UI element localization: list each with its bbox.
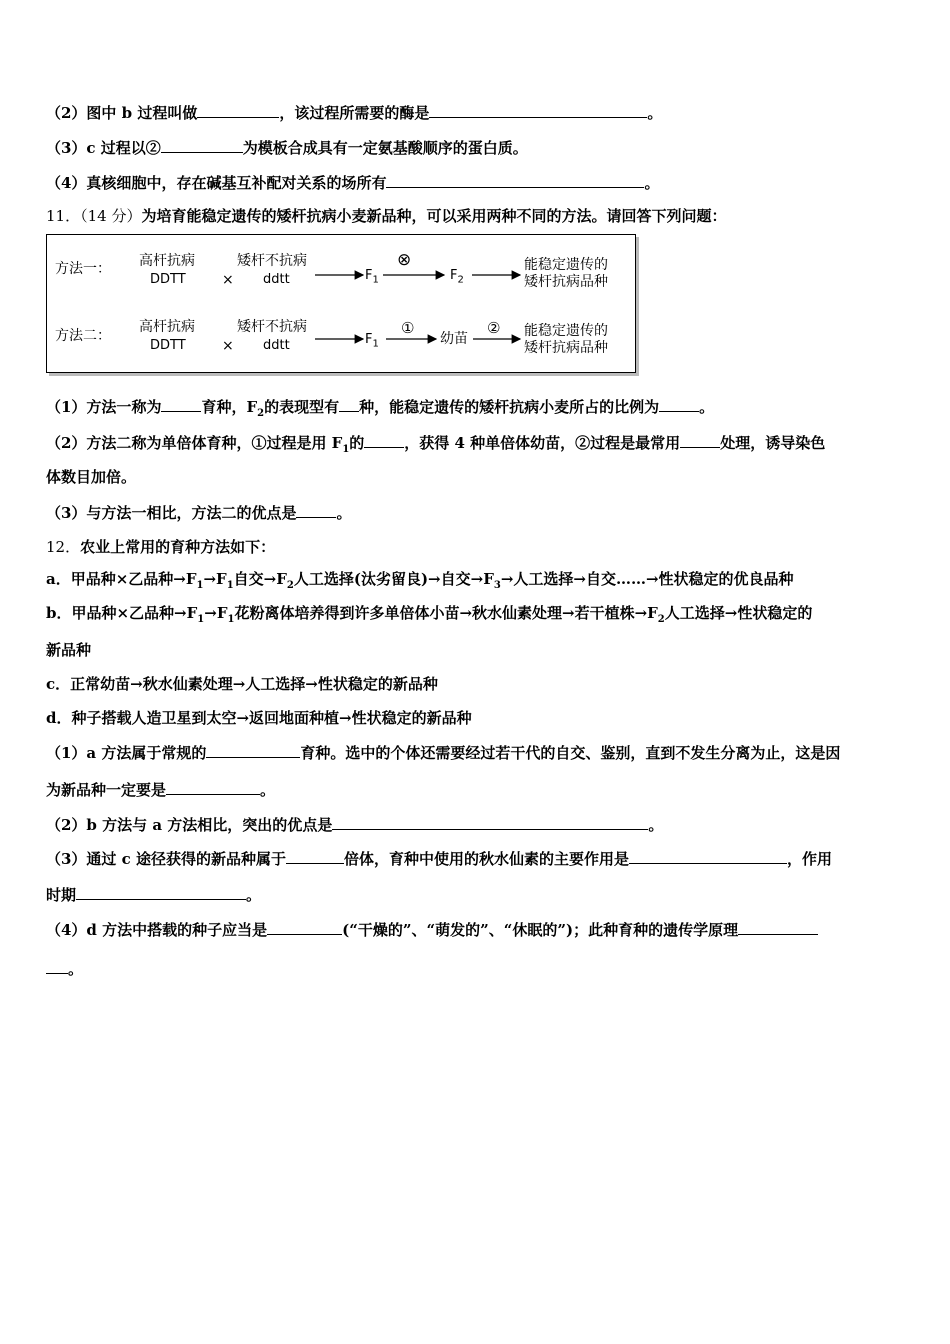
q12-part3: [46, 848, 832, 869]
subscript: 1: [342, 444, 350, 455]
q12-p4-text: (“干燥的”、“萌发的”、“休眠的”)；此种育种的遗传学原理: [342, 921, 739, 939]
q12-p2-text: （2）b 方法与 a 方法相比，突出的优点是: [46, 816, 333, 834]
q10-part2: [46, 102, 662, 123]
q10-part3: [46, 137, 528, 158]
q12-part4-cont: [46, 958, 83, 979]
q12-part1-cont: [46, 779, 275, 800]
answer-blank[interactable]: [364, 432, 404, 448]
answer-blank[interactable]: [339, 396, 359, 412]
q11-p1-text: 。: [699, 398, 715, 416]
cross-symbol: ×: [222, 338, 234, 354]
method2-label: 方法二：: [55, 328, 111, 344]
answer-blank[interactable]: [46, 958, 68, 974]
answer-blank[interactable]: [161, 396, 201, 412]
q10-p2-text: ，该过程所需要的酶是: [279, 104, 430, 122]
subscript: 1: [196, 580, 204, 591]
q12-method-c: [46, 674, 438, 694]
parent2-genotype: ddtt: [263, 338, 290, 353]
answer-blank[interactable]: [296, 502, 336, 518]
answer-blank[interactable]: [332, 814, 648, 830]
self-cross-icon: ⊗: [397, 250, 412, 270]
q12-part1: [46, 742, 840, 763]
q11-part3: [46, 502, 351, 523]
q12-part2: [46, 814, 663, 835]
f2-sub: 2: [457, 274, 464, 286]
parent2-name: 矮杆不抗病: [237, 253, 307, 269]
q11-stem: [46, 206, 726, 226]
answer-blank[interactable]: [680, 432, 720, 448]
answer-blank[interactable]: [386, 172, 644, 188]
q12-p3-text: 倍体，育种中使用的秋水仙素的主要作用是: [344, 850, 630, 868]
method-b-text: 新品种: [46, 641, 92, 659]
parent2-genotype: ddtt: [263, 272, 290, 287]
q11-part2: [46, 432, 825, 453]
subscript: 2: [257, 408, 265, 419]
method-b-text: →F: [204, 604, 228, 622]
q10-part4: [46, 172, 659, 193]
q12-part4: [46, 919, 818, 940]
q12-stem: [46, 537, 275, 557]
q11-p1-text: 的表现型有: [264, 398, 340, 416]
q10-p4-text: 。: [644, 174, 660, 192]
answer-blank[interactable]: [206, 742, 300, 758]
subscript: 1: [227, 614, 235, 625]
parent1-name: 高杆抗病: [139, 253, 195, 269]
result-line1: 能稳定遗传的: [524, 257, 608, 273]
method-a-text: →F: [203, 570, 227, 588]
answer-blank[interactable]: [76, 884, 246, 900]
method-a-text: →人工选择→自交……→性状稳定的优良品种: [500, 570, 794, 588]
q11-p1-text: 育种，F: [201, 398, 258, 416]
method-a-text: a．甲品种×乙品种→F: [46, 570, 197, 588]
q11-p3-text: 。: [336, 504, 352, 522]
f1-sub: 1: [372, 274, 379, 286]
answer-blank[interactable]: [629, 848, 787, 864]
subscript: 2: [657, 614, 665, 625]
answer-blank[interactable]: [166, 779, 260, 795]
method-b-text: b．甲品种×乙品种→F: [46, 604, 198, 622]
answer-blank[interactable]: [286, 848, 344, 864]
step2-marker: ②: [487, 319, 501, 337]
q11-p3-text: （3）与方法一相比，方法二的优点是: [46, 504, 297, 522]
method-d-text: d．种子搭载人造卫星到太空→返回地面种植→性状稳定的新品种: [46, 709, 472, 727]
method-c-text: c．正常幼苗→秋水仙素处理→人工选择→性状稳定的新品种: [46, 675, 438, 693]
answer-blank[interactable]: [197, 102, 279, 118]
method-a-text: 人工选择(汰劣留良)→自交→F: [293, 570, 494, 588]
method-b-text: 花粉离体培养得到许多单倍体小苗→秋水仙素处理→若干植株→F: [234, 604, 658, 622]
q12-p1-text: 为新品种一定要是: [46, 781, 167, 799]
answer-blank[interactable]: [659, 396, 699, 412]
q12-p3-text: 时期: [46, 886, 77, 904]
q11-p2-text: （2）方法二称为单倍体育种，①过程是用 F: [46, 434, 343, 452]
subscript: 1: [226, 580, 234, 591]
subscript: 3: [493, 580, 501, 591]
q10-p2-text: 。: [647, 104, 663, 122]
parent2-name: 矮杆不抗病: [237, 319, 307, 335]
q12-p3-text: （3）通过 c 途径获得的新品种属于: [46, 850, 287, 868]
q11-p2-text: 处理，诱导染色: [720, 434, 826, 452]
q12-part3-cont: [46, 884, 261, 905]
seedling-label: 幼苗: [440, 331, 468, 347]
q12-method-b: [46, 603, 812, 623]
parent1-name: 高杆抗病: [139, 319, 195, 335]
q11-p2-text: 体数目加倍。: [46, 468, 137, 486]
q11-p2-text: ，获得 4 种单倍体幼苗，②过程是最常用: [404, 434, 681, 452]
parent1-genotype: DDTT: [150, 338, 186, 353]
result-line2: 矮杆抗病品种: [524, 340, 608, 356]
q11-part2-cont: [46, 467, 136, 487]
q12-p3-text: 。: [246, 886, 262, 904]
f1-label: [365, 268, 379, 284]
q11-part1: [46, 396, 714, 417]
q12-p4-text: 。: [68, 960, 84, 978]
q12-method-a: [46, 569, 794, 589]
answer-blank[interactable]: [161, 137, 243, 153]
q11-p2-text: 的: [349, 434, 365, 452]
q12-method-d: [46, 708, 472, 728]
cross-symbol: ×: [222, 272, 234, 288]
answer-blank[interactable]: [267, 919, 342, 935]
q12-p2-text: 。: [648, 816, 664, 834]
f1-text: F: [365, 332, 373, 347]
question-stem: 为培育能稳定遗传的矮杆抗病小麦新品种，可以采用两种不同的方法。请回答下列问题：: [141, 207, 727, 225]
q12-method-b-cont: [46, 640, 91, 660]
question-number: 12．: [46, 538, 81, 556]
q10-p4-text: （4）真核细胞中，存在碱基互补配对关系的场所有: [46, 174, 387, 192]
f2-text: F: [450, 268, 458, 283]
q10-p3-text: （3）c 过程以②: [46, 139, 161, 157]
q12-p1-text: 育种。选中的个体还需要经过若干代的自交、鉴别，直到不发生分离为止，这是因: [300, 744, 841, 762]
method1-label: 方法一：: [55, 261, 111, 277]
q11-p1-text: （1）方法一称为: [46, 398, 162, 416]
subscript: 1: [197, 614, 205, 625]
q12-p1-text: 。: [260, 781, 276, 799]
q10-p3-text: 为模板合成具有一定氨基酸顺序的蛋白质。: [242, 139, 528, 157]
answer-blank[interactable]: [738, 919, 818, 935]
question-stem: 农业上常用的育种方法如下：: [80, 538, 276, 556]
breeding-diagram: [46, 234, 636, 373]
step1-marker: ①: [401, 319, 415, 337]
q12-p1-text: （1）a 方法属于常规的: [46, 744, 207, 762]
f2-label: [450, 268, 464, 284]
f1-label: [365, 332, 379, 348]
q12-p3-text: ，作用: [787, 850, 833, 868]
result-line2: 矮杆抗病品种: [524, 274, 608, 290]
q11-p1-text: 种，能稳定遗传的矮杆抗病小麦所占的比例为: [359, 398, 660, 416]
question-number: 11．（14 分）: [46, 207, 142, 225]
method-b-text: 人工选择→性状稳定的: [664, 604, 813, 622]
q10-p2-text: （2）图中 b 过程叫做: [46, 104, 198, 122]
answer-blank[interactable]: [429, 102, 647, 118]
method-a-text: 自交→F: [233, 570, 287, 588]
q12-p4-text: （4）d 方法中搭载的种子应当是: [46, 921, 268, 939]
f1-sub: 1: [372, 338, 379, 350]
parent1-genotype: DDTT: [150, 272, 186, 287]
subscript: 2: [286, 580, 294, 591]
result-line1: 能稳定遗传的: [524, 323, 608, 339]
f1-text: F: [365, 268, 373, 283]
